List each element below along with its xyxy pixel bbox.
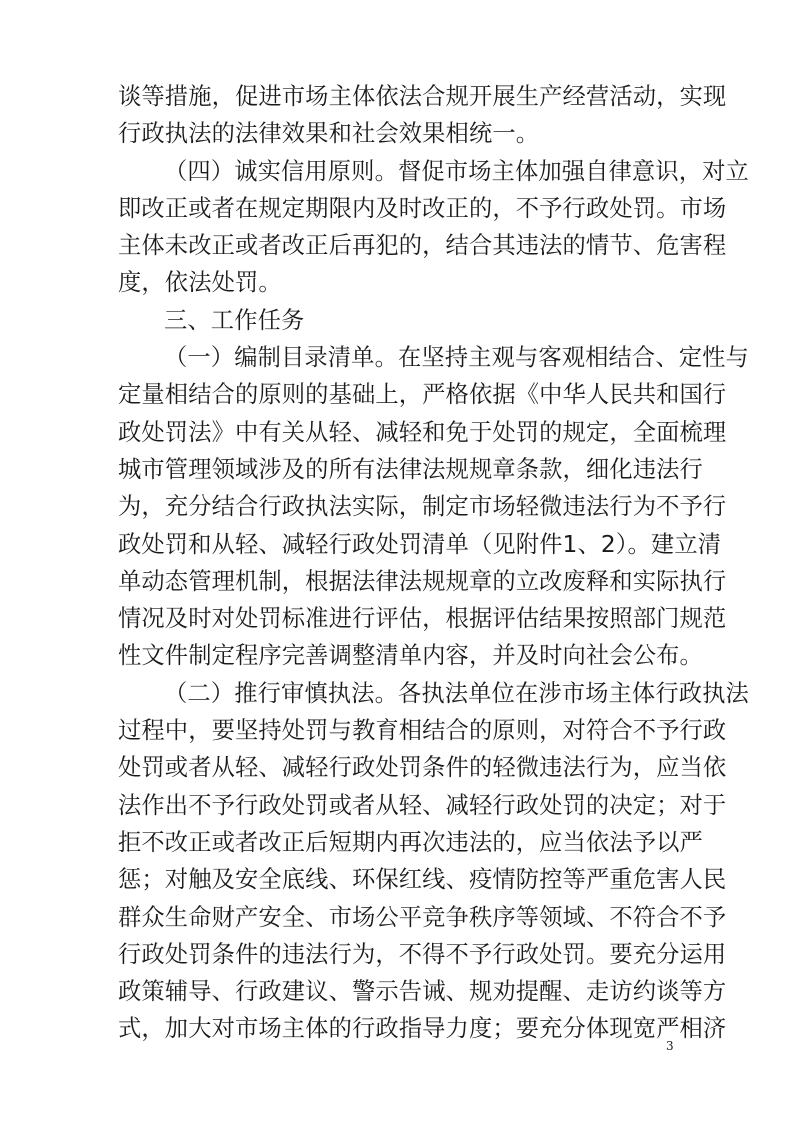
text-line: 为，充分结合行政执法实际，制定市场轻微违法行为不予行 [118, 493, 727, 521]
text-line: 惩；对触及安全底线、环保红线、疫情防控等严重危害人民 [118, 866, 727, 894]
section-heading: 三、工作任务 [164, 306, 305, 334]
text-line: 政处罚法》中有关从轻、减轻和免于处罚的规定，全面梳理 [118, 418, 727, 446]
text-line: 性文件制定程序完善调整清单内容，并及时向社会公布。 [118, 642, 703, 670]
text-line: 度，依法处罚。 [118, 269, 282, 297]
text-line: 处罚或者从轻、减轻行政处罚条件的轻微违法行为，应当依 [118, 754, 727, 782]
text-line: 政策辅导、行政建议、警示告诫、规劝提醒、走访约谈等方 [118, 978, 727, 1006]
paragraph-start-line: （四）诚实信用原则。督促市场主体加强自律意识，对立 [164, 157, 749, 185]
text-line: 即改正或者在规定期限内及时改正的，不予行政处罚。市场 [118, 194, 727, 222]
text-line: 行政处罚条件的违法行为，不得不予行政处罚。要充分运用 [118, 940, 727, 968]
text-line: 定量相结合的原则的基础上，严格依据《中华人民共和国行 [118, 381, 727, 409]
page-number: 3 [666, 1039, 674, 1053]
text-line: 群众生命财产安全、市场公平竞争秩序等领域、不符合不予 [118, 903, 727, 931]
text-line: 拒不改正或者改正后短期内再次违法的，应当依法予以严 [118, 828, 703, 856]
text-line: 行政执法的法律效果和社会效果相统一。 [118, 120, 540, 148]
text-line: 情况及时对处罚标准进行评估，根据评估结果按照部门规范 [118, 605, 727, 633]
text-line: 法作出不予行政处罚或者从轻、减轻行政处罚的决定；对于 [118, 791, 727, 819]
text-line: 城市管理领域涉及的所有法律法规规章条款，细化违法行 [118, 455, 703, 483]
text-line: 谈等措施，促进市场主体依法合规开展生产经营活动，实现 [118, 83, 727, 110]
text-line: 政处罚和从轻、减轻行政处罚清单（见附件1、2）。建立清 [118, 530, 722, 558]
paragraph-start-line: （二）推行审慎执法。各执法单位在涉市场主体行政执法 [164, 679, 749, 707]
text-line: 式，加大对市场主体的行政指导力度；要充分体现宽严相济 [118, 1015, 727, 1043]
document-body [118, 78, 749, 1048]
text-line: 过程中，要坚持处罚与教育相结合的原则，对符合不予行政 [118, 717, 727, 745]
text-line: 单动态管理机制，根据法律法规规章的立改废释和实际执行 [118, 567, 727, 595]
text-line: 主体未改正或者改正后再犯的，结合其违法的情节、危害程 [118, 232, 727, 260]
paragraph-start-line: （一）编制目录清单。在坚持主观与客观相结合、定性与 [164, 344, 749, 372]
